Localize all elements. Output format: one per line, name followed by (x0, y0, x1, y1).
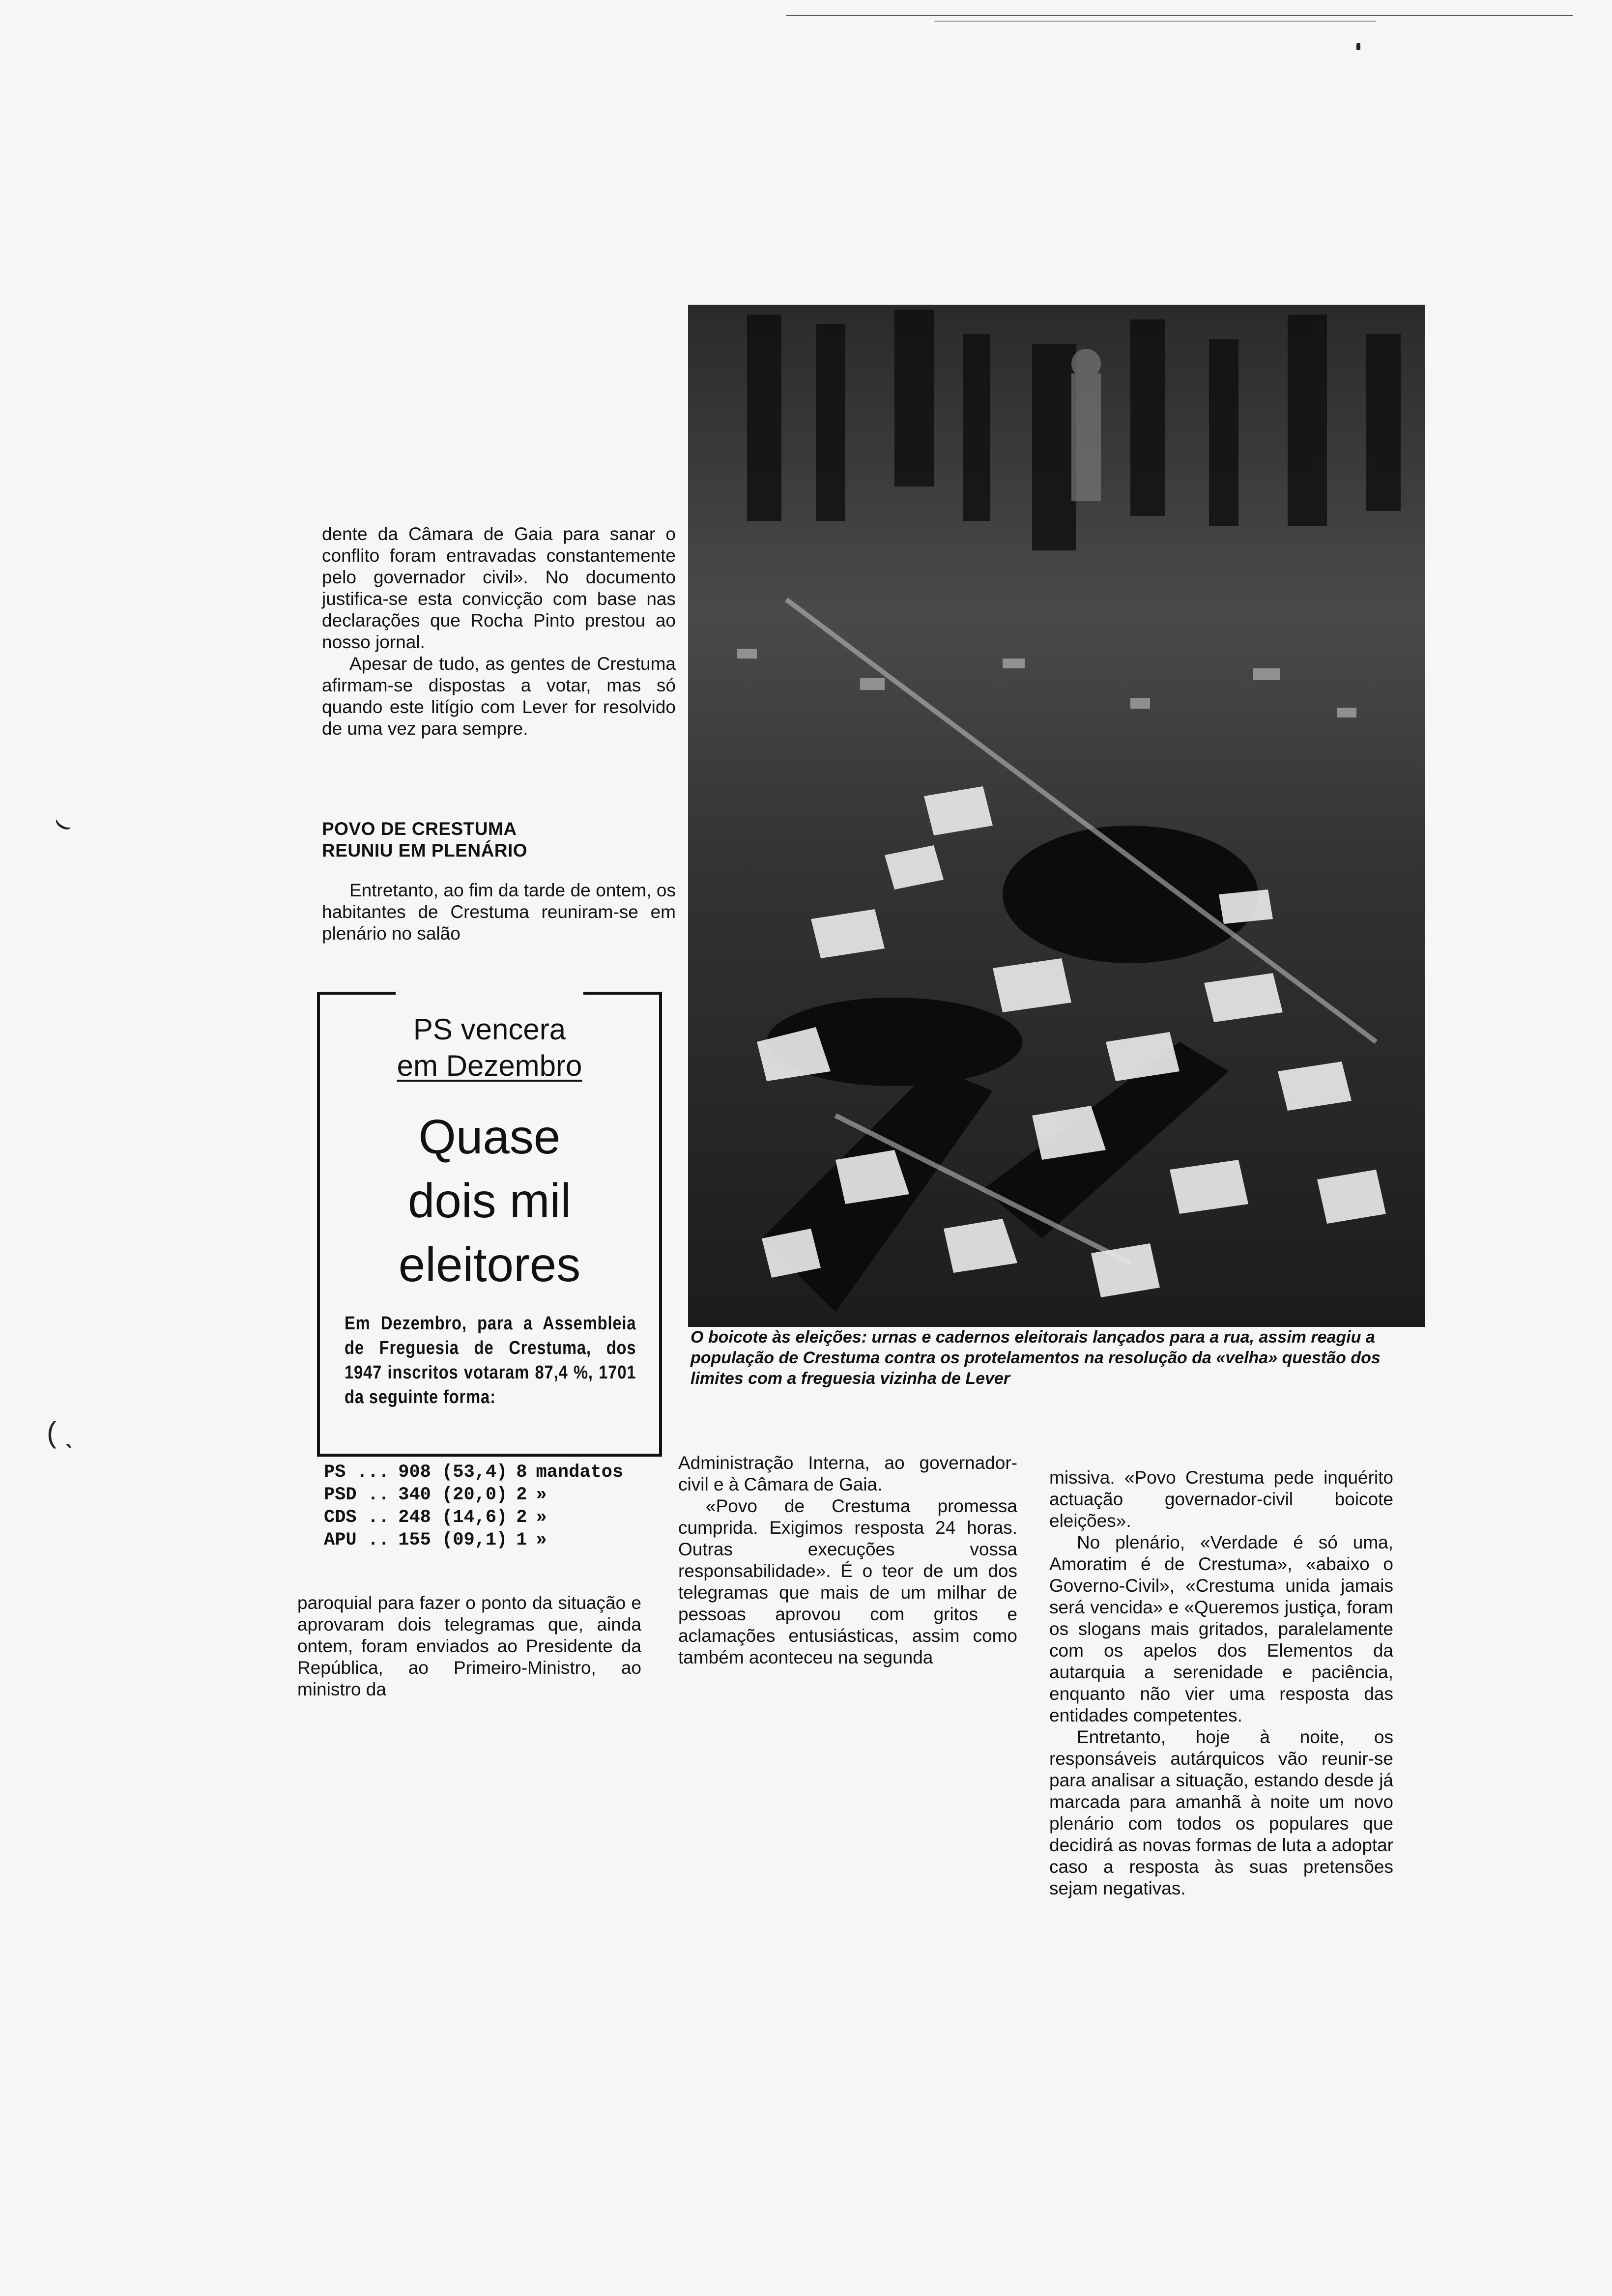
results-row (324, 1484, 632, 1506)
scan-speck (1356, 43, 1360, 50)
box-kicker-line-2 (320, 1048, 659, 1084)
results-cell-seats: 8 (516, 1462, 527, 1483)
box-bottom-rule (317, 1454, 662, 1457)
results-cell-party: PSD .. (324, 1485, 390, 1505)
results-cell-votes: 340 (20,0) (398, 1485, 508, 1505)
col3-paragraph-2: «Povo de Crestuma promessa cumprida. Exigimos resposta 24 horas. Outras execuções vossa responsabilidade». É o teor de um dos telegramas que mais de um milhar de pessoas aprovou com gritos e aclamações entusiásticas, assim como também aconteceu na segunda (678, 1496, 1017, 1667)
box-lead: Em Dezembro, para a Assembleia de Freguesia de Crestuma, dos 1947 inscritos votaram 87,4 %, 1701 da seguinte forma: (345, 1313, 636, 1407)
box-kicker-line-1: PS vencera (413, 1013, 566, 1046)
col4-paragraph-1: missiva. «Povo Crestuma pede inquérito actuação governador-civil boicote eleições». (1049, 1467, 1393, 1531)
news-photo (688, 305, 1425, 1327)
col1b-paragraph: Entretanto, ao fim da tarde de ontem, os habitantes de Crestuma reuniram-se em plenário no salão (322, 880, 676, 944)
col1-paragraph-2: Apesar de tudo, as gentes de Crestuma afirmam-se dispostas a votar, mas só quando este litígio com Lever for resolvido de uma vez para sempre. (322, 654, 676, 739)
results-cell-votes: 155 (09,1) (398, 1530, 508, 1550)
box-kicker-line-2-text: em Dezembro (397, 1049, 582, 1082)
box-headline-line-3: eleitores (398, 1237, 581, 1292)
results-cell-seats: 2 (516, 1485, 527, 1505)
col2-paragraph: paroquial para fazer o ponto da situação e aprovaram dois telegramas que, ainda ontem, foram enviados ao Presidente da República, ao Primeiro-Ministro, ao ministro da (297, 1593, 641, 1699)
article-column-4 (1049, 1467, 1393, 1899)
scan-top-rule (786, 15, 1573, 16)
photo-caption: O boicote às eleições: urnas e cadernos eleitorais lançados para a rua, assim reagiu a população de Crestuma contra os protelamentos na resolução da «velha» questão dos limites com a freguesia vizinha de Lever (691, 1328, 1381, 1388)
article-column-1 (322, 523, 676, 740)
subheading-line-1: POVO DE CRESTUMA (322, 819, 517, 839)
results-box (317, 992, 662, 1550)
results-row (324, 1506, 632, 1529)
results-cell-votes: 248 (14,6) (398, 1507, 508, 1528)
article-column-2 (297, 1592, 641, 1700)
results-row (324, 1461, 632, 1484)
subheading-line-2: REUNIU EM PLENÁRIO (322, 840, 528, 861)
results-table (324, 1461, 632, 1551)
col4-paragraph-2: No plenário, «Verdade é só uma, Amoratim é de Crestuma», «abaixo o Governo-Civil», «Crestuma unida jamais será vencida» e «Queremos justiça, foram os slogans mais gritados, paralelamente com os apelos dos Elementos da autarquia a serenidade e paciência, enquanto não vier uma resposta das entidades competentes. (1049, 1532, 1393, 1725)
scan-mark-left-mid: ( ˎ (47, 1416, 75, 1449)
subheading (322, 818, 676, 861)
results-cell-party: CDS .. (324, 1507, 390, 1528)
col3-paragraph-1: Administração Interna, ao governador-civil e à Câmara de Gaia. (678, 1453, 1017, 1494)
results-cell-unit: » (536, 1485, 547, 1505)
scan-mark-left-top: ⌣ (47, 804, 81, 842)
results-row (324, 1529, 632, 1551)
results-cell-votes: 908 (53,4) (398, 1462, 508, 1483)
col4-paragraph-3: Entretanto, hoje à noite, os responsáveis autárquicos vão reunir-se para analisar a situação, estando desde já marcada para amanhã à noite um novo plenário com todos os populares que decidirá as novas formas de luta a adoptar caso a resposta às suas pretensões sejam negativas. (1049, 1727, 1393, 1898)
results-cell-seats: 2 (516, 1507, 527, 1528)
article-column-3 (678, 1452, 1017, 1668)
results-cell-party: APU .. (324, 1530, 390, 1550)
results-cell-unit: mandatos (536, 1462, 624, 1483)
results-cell-unit: » (536, 1530, 547, 1550)
scan-top-rule-2 (934, 21, 1376, 22)
results-table-body (324, 1461, 632, 1551)
article-column-1b (322, 880, 676, 945)
box-headline-line-1: Quase (418, 1110, 561, 1164)
results-cell-party: PS ... (324, 1462, 390, 1483)
box-headline-line-2: dois mil (407, 1174, 572, 1228)
col1-paragraph-1: dente da Câmara de Gaia para sanar o conflito foram entravadas constantemente pelo governador civil». No documento justifica-se esta convicção com base nas declarações que Rocha Pinto prestou ao nosso jornal. (322, 524, 676, 652)
results-cell-unit: » (536, 1507, 547, 1528)
results-cell-seats: 1 (516, 1530, 527, 1550)
